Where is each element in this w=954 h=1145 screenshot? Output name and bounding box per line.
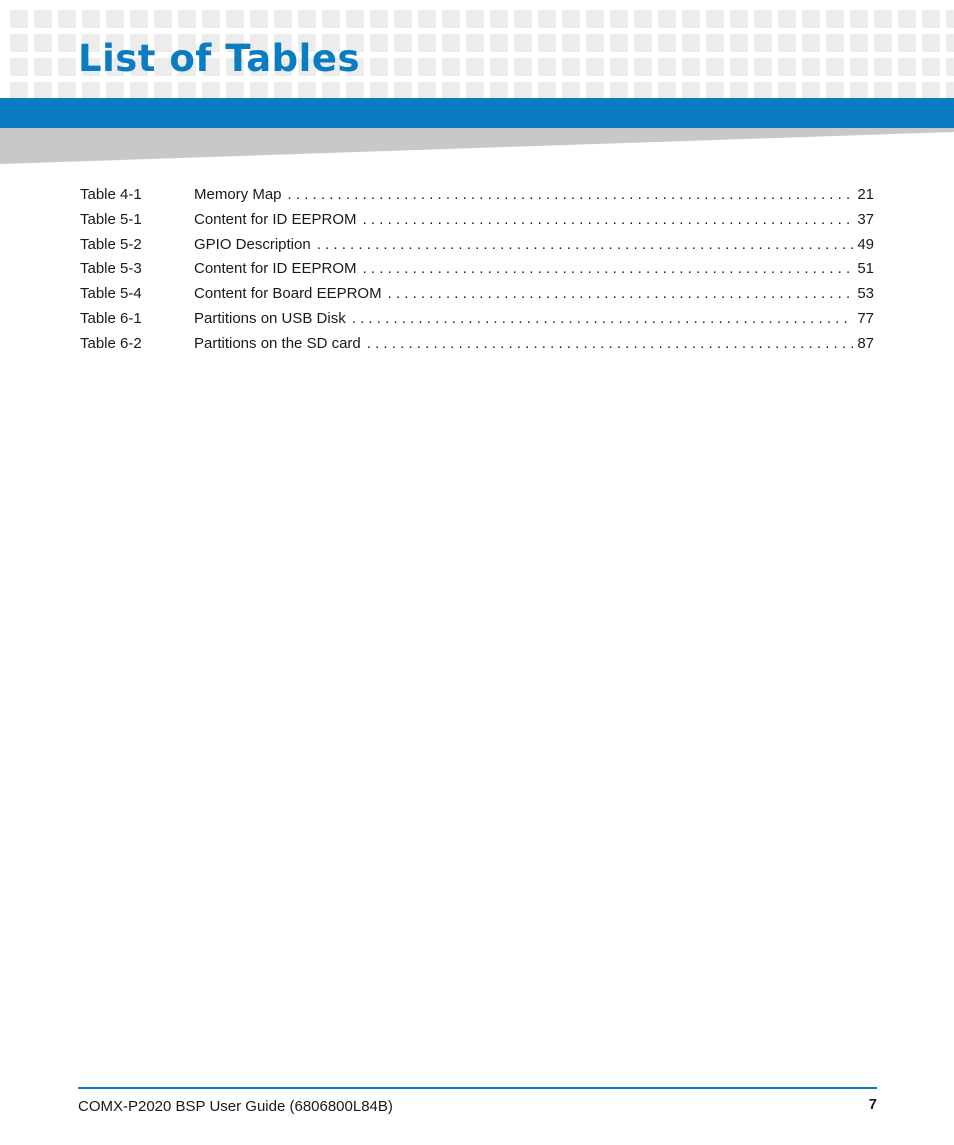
toc-entry[interactable] [80,282,874,307]
header-blue-band [0,98,954,128]
table-title: Content for ID EEPROM [194,260,357,278]
table-title: Content for Board EEPROM [194,285,382,303]
dot-leader [388,282,854,307]
dot-leader [352,307,854,332]
dot-leader [367,332,854,357]
table-page-number: 49 [857,235,874,253]
footer-rule [78,1087,877,1089]
table-number: Table 6-1 [80,309,142,327]
page-title: List of Tables [78,37,360,80]
list-of-tables [80,183,874,357]
footer-document-title: COMX-P2020 BSP User Guide (6806800L84B) [78,1098,393,1115]
table-title: Content for ID EEPROM [194,210,357,228]
dot-leader [288,183,854,208]
footer-page-number: 7 [868,1096,877,1113]
dot-leader [317,233,854,258]
table-number: Table 5-3 [80,260,142,278]
table-page-number: 53 [857,285,874,303]
toc-entry[interactable] [80,208,874,233]
dot-leader [363,208,854,233]
table-title: Memory Map [194,186,282,203]
table-number: Table 5-4 [80,285,142,303]
table-page-number: 77 [857,309,874,327]
table-page-number: 87 [857,334,874,352]
table-page-number: 21 [857,186,874,203]
toc-entry[interactable] [80,307,874,332]
toc-entry[interactable] [80,257,874,282]
dot-leader [363,257,854,282]
table-page-number: 37 [857,210,874,228]
table-page-number: 51 [857,260,874,278]
table-title: GPIO Description [194,235,311,253]
table-number: Table 6-2 [80,334,142,352]
table-number: Table 5-1 [80,210,142,228]
toc-entry[interactable] [80,183,874,208]
table-title: Partitions on the SD card [194,334,361,352]
toc-entry[interactable] [80,332,874,357]
table-number: Table 5-2 [80,235,142,253]
header-gray-wedge [0,128,954,164]
table-title: Partitions on USB Disk [194,309,346,327]
table-number: Table 4-1 [80,186,142,203]
toc-entry[interactable] [80,233,874,258]
